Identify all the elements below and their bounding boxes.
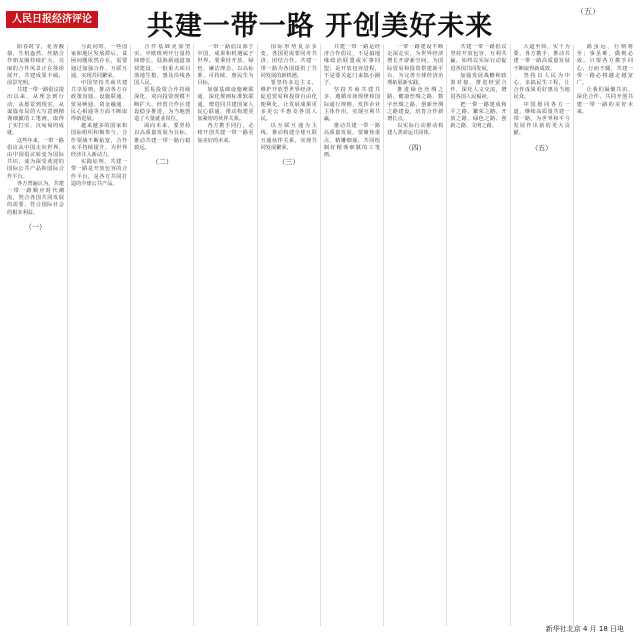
article-paragraph: 中国坚持共商共建共享原则，推动各方在政策沟通、设施联通、贸易畅通、资金融通、民心相通等方面不断取得新进展。 <box>70 80 128 123</box>
dateline: 新华社北京 4 月 18 日电 <box>545 625 624 633</box>
article-paragraph: 贸易投资合作持续深化，双向投资规模不断扩大，经贸合作区建设稳步推进，为当地创造了大量就业岗位。 <box>134 87 191 123</box>
article-paragraph: 坚持共商共建共享，遵循市场规律和国际通行规则，发挥企业主体作用，实现互利共赢。 <box>323 87 381 123</box>
article-paragraph: 路虽远，行则将至；事虽难，做则必成。只要各方携手同心、行而不辍，共建一带一路必将越走越宽广。 <box>576 44 634 87</box>
article-column <box>446 44 509 626</box>
article-paragraph: 以实际行动推动构建人类命运共同体。 <box>387 123 444 137</box>
article-paragraph: 国际形势复杂多变，各国更需要同舟共济、团结合作。共建一带一路为各国提供了共同发展的新机遇。 <box>260 44 317 79</box>
section-subhead: （五） <box>531 143 553 152</box>
article-paragraph: 加强发展战略和政策对接，推进经贸合作，深化人文交流，增进各国人民福祉。 <box>450 72 507 101</box>
article-paragraph: 共建一带一路倡议提出以来，从理念到行动，从愿景到现实，从谋篇布局的大写意到精谨细腻的工笔画，取得了实打实、沉甸甸的成就。 <box>7 87 64 137</box>
article-paragraph: 大道至简，实干为要。各方携手，推动共建一带一路高质量发展不断取得新成效。 <box>513 44 570 72</box>
article-paragraph: 以互联互通为主线，推动构建全球互联互通伙伴关系，实现共同发展繁荣。 <box>260 123 317 151</box>
article-paragraph: 要坚持多边主义，维护开放型世界经济，促进贸易和投资自由化便利化，让发展成果更多更公平惠及各国人民。 <box>260 80 317 123</box>
article-paragraph: 把一带一路建成和平之路、繁荣之路、开放之路、绿色之路、创新之路、文明之路。 <box>450 101 507 130</box>
article-column <box>383 44 446 626</box>
column-tag: 人民日报经济评论 <box>6 11 98 28</box>
article-paragraph: 面向未来，要坚持以高质量发展为目标，推动共建一带一路行稳致远。 <box>134 123 191 151</box>
article-column <box>67 44 130 626</box>
article-column <box>320 44 383 626</box>
page-header <box>0 0 640 42</box>
article-paragraph: 越来越多的国家和国际组织积极参与，合作领域不断拓宽，合作水平持续提升，为世界经济注入新动力。 <box>70 123 128 159</box>
section-number: （五） <box>576 7 600 16</box>
article-paragraph: 与此同时，一些国家和地区发展滞后，贫困问题依然存在，需要通过加强合作、互联互通，实现共同繁荣。 <box>70 44 128 79</box>
article-paragraph: 这些年来，一带一路倡议从中国走向世界，由中国倡议转变为国际共识，成为深受欢迎的国际公共产品和国际合作平台。 <box>7 137 64 180</box>
article-paragraph: 各方普遍认为，共建一带一路顺应时代潮流，契合各国共同发展的需要，符合国际社会的根本利益。 <box>7 180 64 216</box>
article-column <box>573 44 636 626</box>
article-paragraph: 一带一路倡议源于中国，成果和机遇属于世界。要秉持开放、绿色、廉洁理念，以高标准、可持续、惠民生为目标。 <box>197 44 254 87</box>
article-paragraph: 共建一带一路是经济合作倡议，不是搞地缘政治联盟或军事同盟；是开放包容进程，不是要关起门来搞小圈子。 <box>323 44 381 87</box>
article-paragraph: 加强基础设施硬联通，深化规则标准软联通，增进同共建国家人民心联通，推动构建更加紧密的伙伴关系。 <box>197 87 254 123</box>
page-headline: 共建一带一路 开创美好未来 <box>146 11 494 42</box>
article-paragraph: 合作基础更加坚实。中欧班列开行量持续增长，陆海新通道加快建设，一批重大项目落地生根，惠及沿线各国人民。 <box>134 44 191 87</box>
article-paragraph: 让我们凝聚共识、深化合作，共同开创共建一带一路的美好未来。 <box>576 87 634 115</box>
section-subhead: （三） <box>278 158 300 167</box>
article-paragraph: 推动共建一带一路高质量发展，要聚焦重点、精雕细琢，共同绘制好精谨细腻的工笔画。 <box>323 123 381 159</box>
article-paragraph: 各方携手同行，必将开创共建一带一路更加美好的未来。 <box>197 123 254 144</box>
article-columns <box>4 44 636 626</box>
article-paragraph: 坚持以人民为中心，多搞民生工程，让合作成果更好惠及当地民众。 <box>513 72 570 101</box>
article-paragraph: 实践证明，共建一带一路是开放包容的合作平台，是各方共同打造的全球公共产品。 <box>70 159 128 187</box>
section-subhead: （一） <box>24 222 46 231</box>
article-paragraph: 共建一带一路倡议坚持开放包容、互利共赢，始终以实际行动促进各国共同发展。 <box>450 44 507 72</box>
article-paragraph: 一带一路建设不断走深走实，为世界经济增长开辟新空间，为国际贸易和投资搭建新平台，为完善全球经济治理拓展新实践。 <box>387 44 444 87</box>
section-subhead: （二） <box>151 158 173 167</box>
article-column <box>4 44 67 626</box>
article-column <box>130 44 193 626</box>
article-paragraph: 阳春时节，花香馥郁，生机盎然。丝路合作朋友圈持续扩大，亮丽的合作风景正在徐徐展开，共建成果丰硕，前景光明。 <box>7 44 64 87</box>
section-subhead: （四） <box>404 143 426 152</box>
article-paragraph: 推进绿色丝绸之路、健康丝绸之路、数字丝绸之路、创新丝绸之路建设，培育合作新增长点。 <box>387 87 444 123</box>
article-column <box>510 44 573 626</box>
article-column <box>257 44 320 626</box>
article-paragraph: 中国愿同各方一道，继续高质量共建一带一路，为世界和平与发展作出新的更大贡献。 <box>513 101 570 137</box>
article-column <box>193 44 256 626</box>
